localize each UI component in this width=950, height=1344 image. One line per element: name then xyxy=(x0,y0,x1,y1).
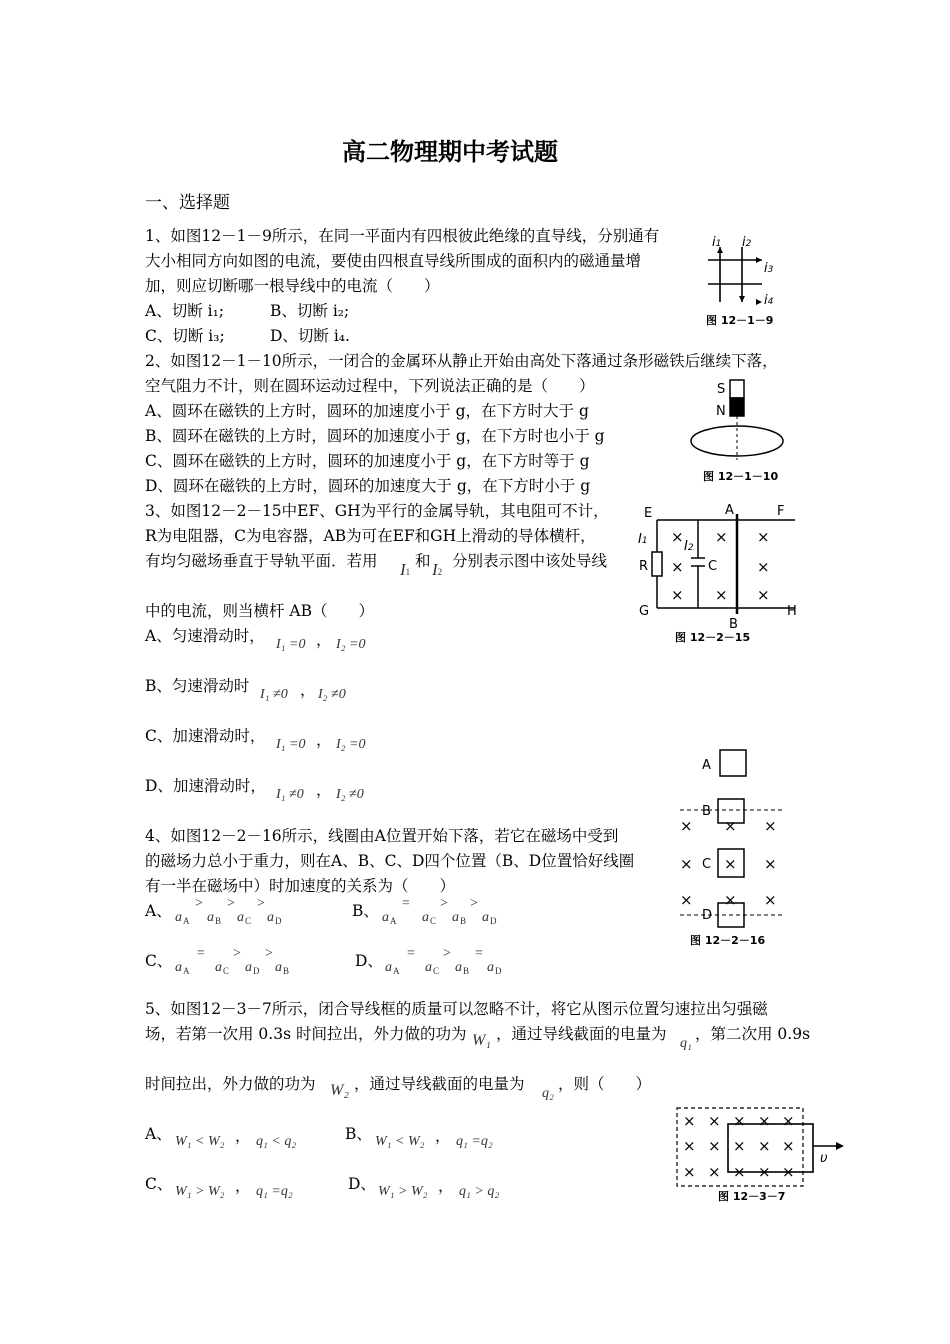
q5-symbol-q1: q₁ xyxy=(680,1036,692,1051)
fig3-label-g: G xyxy=(639,604,650,619)
fig3-label-f: F xyxy=(777,504,785,519)
field-cross: × xyxy=(758,1137,771,1155)
q5-symbol-q2: q₂ xyxy=(542,1086,554,1101)
fig3-label-a: A xyxy=(725,503,734,518)
q3-option-d-math-1: I₁ ≠0 xyxy=(276,787,304,802)
fig3-label-c: C xyxy=(708,559,718,574)
fig3-label-i2: I2 xyxy=(684,539,694,554)
q3-option-a: A、匀速滑动时， xyxy=(145,627,265,645)
q1-option-c: C、切断 i₃; xyxy=(145,327,225,345)
fig3-label-e: E xyxy=(644,506,653,521)
field-cross: × xyxy=(758,1163,771,1181)
q5-option-b-math-2: q₁ =q₂ xyxy=(456,1134,493,1149)
q5-symbol-w1: W₁ xyxy=(472,1032,491,1049)
field-cross: × xyxy=(724,891,737,909)
q5-line-2b: ，通过导线截面的电量为 xyxy=(496,1025,667,1043)
field-cross: × xyxy=(683,1137,696,1155)
section-heading: 一、选择题 xyxy=(145,193,230,213)
q5-option-d-comma: ， xyxy=(438,1177,454,1195)
field-cross: × xyxy=(733,1137,746,1155)
field-cross: × xyxy=(724,817,737,835)
q5-option-a-comma: ， xyxy=(235,1127,251,1145)
field-cross: × xyxy=(708,1163,721,1181)
q5-option-c: C、 xyxy=(145,1175,173,1193)
q3-option-d-comma: ， xyxy=(316,781,332,799)
q1-option-d: D、切断 i₄. xyxy=(270,327,350,345)
q4-line-3: 有一半在磁场中）时加速度的关系为（ ） xyxy=(145,877,456,895)
q5-option-a-math-1: W₁ < W₂ xyxy=(175,1134,225,1149)
q1-line-1: 1、如图12－1－9所示，在同一平面内有四根彼此绝缘的直导线，分别通有 xyxy=(145,227,660,245)
q3-and: 和 xyxy=(415,552,431,570)
fig2-caption: 图 12－1－10 xyxy=(703,470,779,483)
q1-line-3: 加，则应切断哪一根导线中的电流（ ） xyxy=(145,277,440,295)
fig4-label-a: A xyxy=(702,758,711,773)
q5-option-d-math-2: q₁ > q₂ xyxy=(459,1184,500,1199)
q5-option-c-comma: ， xyxy=(235,1177,251,1195)
field-cross: × xyxy=(757,528,770,546)
fig4-label-c: C xyxy=(702,857,712,872)
fig3-caption: 图 12－2－15 xyxy=(675,631,751,644)
field-cross: × xyxy=(680,817,693,835)
figure-12-3-7 xyxy=(670,1100,850,1205)
field-cross: × xyxy=(757,586,770,604)
q3-line-3: 有均匀磁场垂直于导轨平面．若用 xyxy=(145,552,378,570)
q3-option-a-math-2: I₂ =0 xyxy=(336,637,366,652)
q5-option-d: D、 xyxy=(348,1175,376,1193)
q3-option-c: C、加速滑动时， xyxy=(145,727,266,745)
q4-option-d-math: a A = a C > a B = a D xyxy=(385,946,502,976)
page-title: 高二物理期中考试题 xyxy=(342,137,558,166)
q4-option-c: C、 xyxy=(145,952,173,970)
q3-line-2: R为电阻器，C为电容器，AB为可在EF和GH上滑动的导体横杆， xyxy=(145,527,596,545)
field-cross: × xyxy=(757,558,770,576)
field-cross: × xyxy=(683,1112,696,1130)
fig4-label-b: B xyxy=(702,804,711,819)
figure-12-1-10 xyxy=(685,375,795,485)
q4-line-1: 4、如图12－2－16所示，线圈由A位置开始下落，若它在磁场中受到 xyxy=(145,827,619,845)
q3-line-3-tail: 分别表示图中该处导线 xyxy=(452,552,608,570)
q3-option-d: D、加速滑动时， xyxy=(145,777,266,795)
q5-line-3c: ，则（ ） xyxy=(558,1075,652,1093)
q3-option-d-math-2: I₂ ≠0 xyxy=(336,787,364,802)
field-cross: × xyxy=(764,855,777,873)
q3-option-a-math-1: I₁ =0 xyxy=(276,637,306,652)
q2-option-b: B、圆环在磁铁的上方时，圆环的加速度小于 g，在下方时也小于 g xyxy=(145,427,605,445)
q5-option-a: A、 xyxy=(145,1125,172,1143)
q3-option-b: B、匀速滑动时 xyxy=(145,677,250,695)
field-cross: × xyxy=(708,1112,721,1130)
q1-option-a: A、切断 i₁; xyxy=(145,302,225,320)
q5-line-3a: 时间拉出，外力做的功为 xyxy=(145,1075,316,1093)
field-cross: × xyxy=(680,891,693,909)
q3-option-c-math-1: I₁ =0 xyxy=(276,737,306,752)
fig1-label-i3: i3 xyxy=(764,261,774,276)
fig5-label-v: υ xyxy=(820,1151,828,1166)
q5-option-c-math-2: q₁ =q₂ xyxy=(256,1184,293,1199)
q5-option-c-math-1: W₁ > W₂ xyxy=(175,1184,225,1199)
field-cross: × xyxy=(733,1163,746,1181)
fig4-caption: 图 12－2－16 xyxy=(690,934,766,947)
q5-option-b-comma: ， xyxy=(435,1127,451,1145)
q4-option-c-math: a A = a C > a D > a B xyxy=(175,946,290,976)
field-cross: × xyxy=(715,586,728,604)
q3-option-b-math-2: I₂ ≠0 xyxy=(318,687,346,702)
field-cross: × xyxy=(764,817,777,835)
q2-line-2: 空气阻力不计，则在圆环运动过程中，下列说法正确的是（ ） xyxy=(145,377,595,395)
fig2-label-n: N xyxy=(716,404,726,419)
q5-line-2a: 场，若第一次用 0.3s 时间拉出，外力做的功为 xyxy=(145,1025,467,1043)
q5-option-d-math-1: W₁ > W₂ xyxy=(378,1184,428,1199)
q4-option-d: D、 xyxy=(355,952,383,970)
q3-option-a-comma: ， xyxy=(316,631,332,649)
fig2-label-s: S xyxy=(717,382,726,397)
q3-option-b-comma: ， xyxy=(300,681,316,699)
q5-option-b-math-1: W₁ < W₂ xyxy=(375,1134,425,1149)
q4-line-2: 的磁场力总小于重力，则在A、B、C、D四个位置（B、D位置恰好线圈 xyxy=(145,852,635,870)
fig1-label-i2: i2 xyxy=(742,235,752,250)
figure-12-1-9 xyxy=(700,232,800,332)
fig3-label-b: B xyxy=(729,617,738,632)
q1-option-b: B、切断 i₂; xyxy=(270,302,350,320)
q2-line-1: 2、如图12－1－10所示，一闭合的金属环从静止开始由高处下落通过条形磁铁后继续下落， xyxy=(145,352,778,370)
q4-option-b-math: a A = a C > a B > a D xyxy=(382,896,497,926)
field-cross: × xyxy=(782,1112,795,1130)
field-cross: × xyxy=(782,1137,795,1155)
field-cross: × xyxy=(758,1112,771,1130)
q3-symbol-i1: I1 xyxy=(400,560,411,579)
fig4-label-d: D xyxy=(702,908,713,923)
field-cross: × xyxy=(764,891,777,909)
q5-line-2c: ，第二次用 0.9s xyxy=(695,1025,811,1043)
q1-line-2: 大小相同方向如图的电流，要使由四根直导线所围成的面积内的磁通量增 xyxy=(145,252,642,270)
q3-option-c-comma: ， xyxy=(316,731,332,749)
field-cross: × xyxy=(724,855,737,873)
figure-12-2-15 xyxy=(635,500,805,645)
q2-option-d: D、圆环在磁铁的上方时，圆环的加速度大于 g，在下方时小于 g xyxy=(145,477,591,495)
fig3-label-i1: I1 xyxy=(638,532,648,547)
field-cross: × xyxy=(680,855,693,873)
q2-option-c: C、圆环在磁铁的上方时，圆环的加速度小于 g，在下方时等于 g xyxy=(145,452,590,470)
field-cross: × xyxy=(782,1163,795,1181)
fig5-caption: 图 12－3－7 xyxy=(718,1190,786,1203)
q3-option-b-math-1: I₁ ≠0 xyxy=(260,687,288,702)
field-cross: × xyxy=(708,1137,721,1155)
fig1-label-i4: i4 xyxy=(764,293,774,308)
q2-option-a: A、圆环在磁铁的上方时，圆环的加速度小于 g，在下方时大于 g xyxy=(145,402,589,420)
q5-line-1: 5、如图12－3－7所示，闭合导线框的质量可以忽略不计，将它从图示位置匀速拉出匀强磁 xyxy=(145,1000,768,1018)
figure-12-2-16 xyxy=(672,745,792,950)
fig1-label-i1: i1 xyxy=(712,235,722,250)
q4-option-a-math: a A > a B > a C > a D xyxy=(175,896,282,926)
field-cross: × xyxy=(671,586,684,604)
field-cross: × xyxy=(671,528,684,546)
fig3-label-r: R xyxy=(639,559,649,574)
field-cross: × xyxy=(733,1112,746,1130)
field-cross: × xyxy=(715,528,728,546)
fig1-caption: 图 12－1－9 xyxy=(706,314,774,327)
q5-symbol-w2: W₂ xyxy=(330,1082,349,1099)
q5-option-a-math-2: q₁ < q₂ xyxy=(256,1134,297,1149)
q3-option-c-math-2: I₂ =0 xyxy=(336,737,366,752)
q4-option-b: B、 xyxy=(352,902,379,920)
q3-line-4: 中的电流，则当横杆 AB（ ） xyxy=(145,602,375,620)
q5-option-b: B、 xyxy=(345,1125,372,1143)
fig3-label-h: H xyxy=(787,604,797,619)
field-cross: × xyxy=(671,558,684,576)
q5-line-3b: ，通过导线截面的电量为 xyxy=(354,1075,525,1093)
q3-line-1: 3、如图12－2－15中EF、GH为平行的金属导轨，其电阻可不计， xyxy=(145,502,609,520)
q4-option-a: A、 xyxy=(145,902,172,920)
field-cross: × xyxy=(683,1163,696,1181)
q3-symbol-i2: I2 xyxy=(432,560,443,579)
